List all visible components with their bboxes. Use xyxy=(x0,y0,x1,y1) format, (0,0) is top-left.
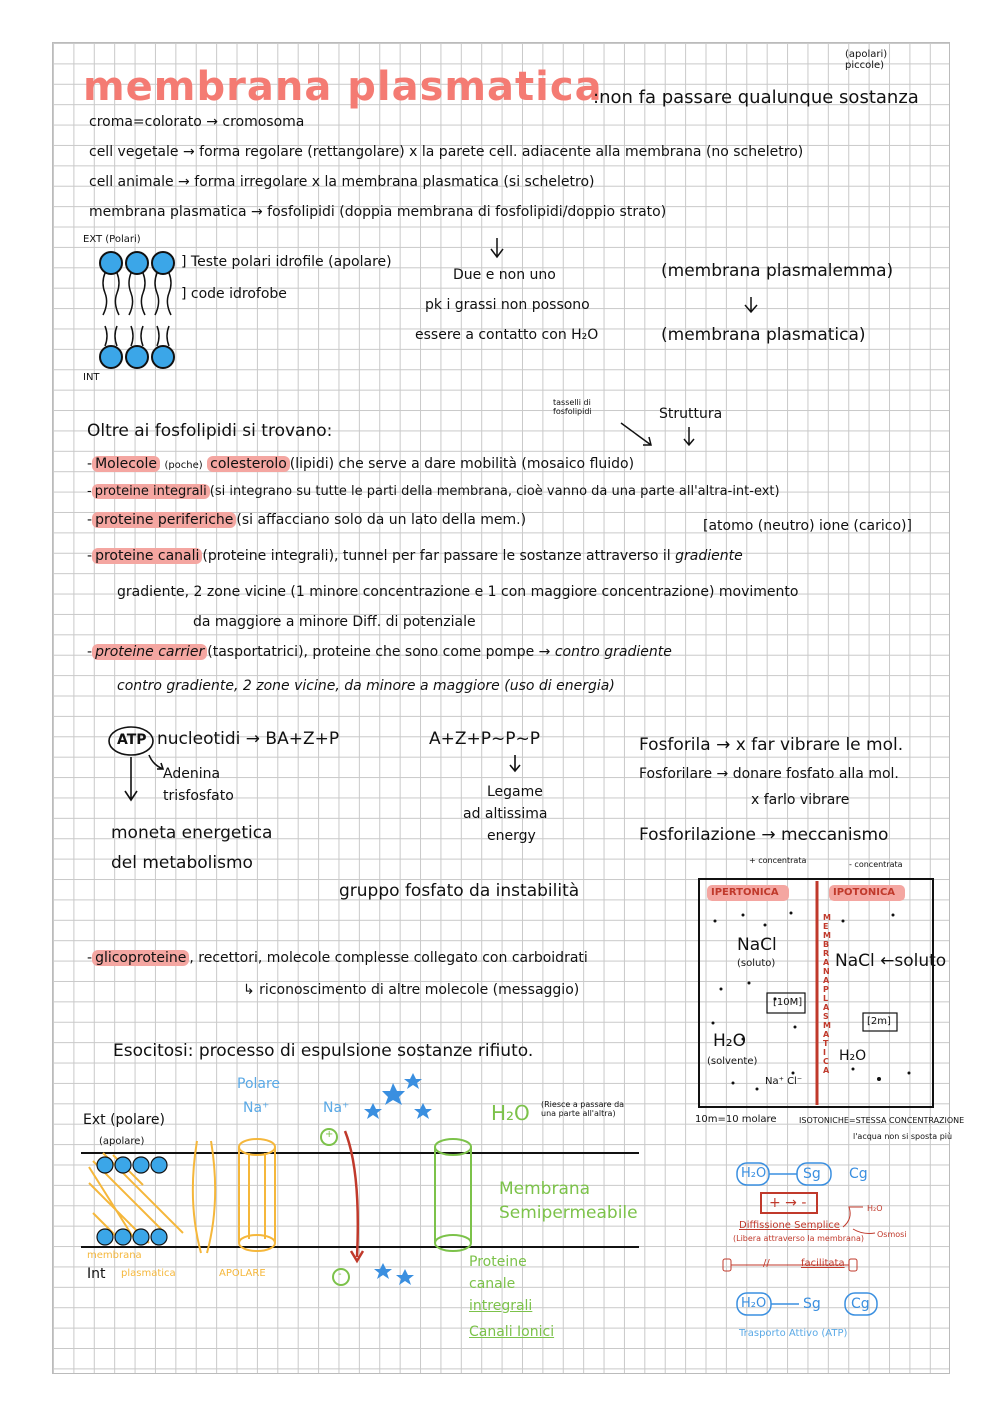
energy-label: energy xyxy=(487,828,536,844)
gradiente-def: gradiente, 2 zone vicine (1 minore concentrazione e 1 con maggiore concentrazione) movimento xyxy=(117,584,799,600)
semipermeabile-a: Membrana xyxy=(499,1179,591,1199)
item-carrier: - proteine carrier (tasportatrici), proteine che sono come pompe → contro gradiente xyxy=(87,644,672,660)
gradient-box: + → - xyxy=(769,1195,807,1211)
canale-b: canale xyxy=(469,1276,516,1292)
glico-desc: , recettori, molecole complesse collegato con carboidrati xyxy=(189,950,588,966)
legame-label: Legame xyxy=(487,784,543,800)
notebook-page xyxy=(52,42,965,1374)
line-croma: croma=colorato → cromosoma xyxy=(89,114,305,130)
colesterolo-desc: (lipidi) che serve a dare mobilità (mosaico fluido) xyxy=(289,456,635,472)
na-right: Na⁺ xyxy=(323,1100,350,1116)
atp-formula: A+Z+P~P~P xyxy=(429,729,541,749)
plasmatica-label: (membrana plasmatica) xyxy=(661,325,866,345)
transport-h2o-top: H₂O xyxy=(741,1166,767,1181)
diffusione-note: (Libera attraverso la membrana) xyxy=(733,1234,864,1243)
atomo-note: [atomo (neutro) ione (carico)] xyxy=(703,518,912,534)
solvente-label: (solvente) xyxy=(707,1056,758,1067)
diagram-ext-label: Ext (polare) xyxy=(83,1112,165,1128)
metabolismo-label: del metabolismo xyxy=(111,853,253,873)
transport-cg-bottom: Cg xyxy=(851,1296,870,1312)
h2o-note: (Riesce a passare da una parte all'altra) xyxy=(541,1100,625,1118)
canale-d: Canali Ionici xyxy=(469,1324,555,1340)
colesterolo-highlight: colesterolo xyxy=(207,456,290,472)
twom-label: [2m] xyxy=(867,1016,891,1027)
item-molecole: - Molecole (poche) colesterolo (lipidi) che serve a dare mobilità (mosaico fluido) xyxy=(87,456,635,472)
h2o-green: H₂O xyxy=(491,1101,530,1125)
line-animale: cell animale → forma irregolare x la membrana plasmatica (si scheletro) xyxy=(89,174,595,190)
line-membrana: membrana plasmatica → fosfolipidi (doppia membrana di fosfolipidi/doppio strato) xyxy=(89,204,667,220)
nacl-left: NaCl xyxy=(737,935,777,955)
heads-label: ] Teste polari idrofile (apolare) xyxy=(181,254,392,270)
h2o-right: H₂O xyxy=(839,1048,867,1064)
item-integrali: - proteine integrali (si integrano su tutte le parti della membrana, cioè vanno da una parte all'altra-int-ext) xyxy=(87,484,780,499)
plasmalemma-label: (membrana plasmalemma) xyxy=(661,261,894,281)
soluto-label: (soluto) xyxy=(737,958,776,969)
title-tail: :non fa passare qualunque sostanza xyxy=(593,87,919,108)
ipotonica-label: IPOTONICA xyxy=(833,887,896,898)
nacl-ions: Na⁺ Cl⁻ xyxy=(765,1076,803,1087)
due-note-b: pk i grassi non possono xyxy=(425,297,590,313)
glico-riconoscimento: ↳ riconoscimento di altre molecole (messaggio) xyxy=(243,982,580,998)
gradiente-word: gradiente xyxy=(675,548,743,564)
tails-label: ] code idrofobe xyxy=(181,286,287,302)
facilitata-label: facilitata xyxy=(801,1258,845,1269)
ext-polari-label: EXT (Polari) xyxy=(83,234,141,245)
canale-a: Proteine xyxy=(469,1254,527,1270)
molecole-highlight: Molecole xyxy=(92,456,160,472)
integrali-highlight: proteine integrali xyxy=(92,484,210,499)
item-canali: - proteine canali (proteine integrali), tunnel per far passare le sostanze attraverso il gradiente xyxy=(87,548,743,564)
periferiche-desc: (si affacciano solo da un lato della mem.) xyxy=(236,512,527,528)
osmosi-label: Osmosi xyxy=(877,1230,907,1239)
canali-desc: (proteine integrali), tunnel per far passare le sostanze attraverso il xyxy=(202,548,671,564)
integrali-desc: (si integrano su tutte le parti della membrana, cioè vanno da una parte all'altra-int-ext) xyxy=(209,484,780,499)
ipertonica-label: IPERTONICA xyxy=(711,887,779,898)
page-title: membrana plasmatica xyxy=(83,64,603,110)
gradiente-dir: da maggiore a minore Diff. di potenziale xyxy=(193,614,476,630)
transport-cg-top: Cg xyxy=(849,1166,868,1182)
membrana-vertical-label: MEMBRANA PLASMATICA xyxy=(823,913,831,1075)
transport-sg-top: Sg xyxy=(803,1166,821,1182)
list-intro: Oltre ai fosfolipidi si trovano: xyxy=(87,421,333,441)
apolare-orange: APOLARE xyxy=(219,1268,266,1279)
gruppo-fosfato: gruppo fosfato da instabilità xyxy=(339,881,580,901)
fosforila-d: Fosforilazione → meccanismo xyxy=(639,825,889,845)
isotoniche-note: ISOTONICHE=STESSA CONCENTRAZIONE xyxy=(799,1116,965,1125)
plus-sign: + xyxy=(325,1129,334,1140)
membrana-orange: membrana xyxy=(87,1250,142,1261)
transport-h2o-bottom: H₂O xyxy=(741,1296,767,1311)
canali-highlight: proteine canali xyxy=(92,548,202,564)
transport-h2o-small: H₂O xyxy=(867,1204,883,1213)
due-note-a: Due e non uno xyxy=(453,267,556,283)
top-note: (apolari) piccole) xyxy=(845,49,888,71)
atp-circle-label: ATP xyxy=(117,732,147,748)
nacl-right: NaCl ←soluto xyxy=(835,951,947,971)
fosforila-b: Fosforilare → donare fosfato alla mol. xyxy=(639,766,899,782)
fosforila-c: x farlo vibrare xyxy=(751,792,850,808)
esocitosi-line: Esocitosi: processo di espulsione sostanze rifiuto. xyxy=(113,1041,534,1061)
fosforila-a: Fosforila → x far vibrare le mol. xyxy=(639,735,904,755)
diagram-apolare-label: (apolare) xyxy=(99,1136,145,1147)
contro-gradiente-def: contro gradiente, 2 zone vicine, da minore a maggiore (uso di energia) xyxy=(117,678,615,694)
poche-text: (poche) xyxy=(164,460,203,471)
carrier-highlight: proteine carrier xyxy=(92,644,207,660)
plasmatica-orange: plasmatica xyxy=(121,1268,176,1279)
altissima-label: ad altissima xyxy=(463,806,548,822)
item-glicoproteine: - glicoproteine , recettori, molecole complesse collegato con carboidrati xyxy=(87,950,588,966)
transport-sg-bottom: Sg xyxy=(803,1296,821,1312)
atp-nucleotidi: nucleotidi → BA+Z+P xyxy=(157,729,340,749)
diffusione-semplice: Diffissione Semplice xyxy=(739,1220,840,1231)
glico-highlight: glicoproteine xyxy=(92,950,189,966)
tasselli-note: tasselli di fosfolipidi xyxy=(553,398,592,416)
due-note-c: essere a contatto con H₂O xyxy=(415,327,599,343)
tonica-plus: + concentrata xyxy=(749,856,807,865)
int-label: INT xyxy=(83,372,100,383)
moneta-label: moneta energetica xyxy=(111,823,273,843)
minus-sign: - xyxy=(338,1269,342,1280)
h2o-left: H₂O xyxy=(713,1031,746,1051)
struttura-label: Struttura xyxy=(659,406,723,422)
tenm-label: [10M] xyxy=(773,997,803,1008)
semipermeabile-b: Semipermeabile xyxy=(499,1203,638,1223)
na-left: Na⁺ xyxy=(243,1100,270,1116)
diagram-int-label: Int xyxy=(87,1266,106,1282)
tonica-footnote: 10m=10 molare xyxy=(695,1114,777,1125)
carrier-desc: (tasportatrici), proteine che sono come pompe → xyxy=(207,644,551,660)
contro-gradiente-word: contro gradiente xyxy=(554,644,672,660)
line-vegetale: cell vegetale → forma regolare (rettangolare) x la parete cell. adiacente alla membrana (no scheletro) xyxy=(89,144,804,160)
periferiche-highlight: proteine periferiche xyxy=(92,512,236,528)
tonica-minus: - concentrata xyxy=(849,860,903,869)
item-periferiche: - proteine periferiche (si affacciano solo da un lato della mem.) xyxy=(87,512,527,528)
acqua-note: l'acqua non si sposta più xyxy=(853,1132,953,1141)
canale-c: intregrali xyxy=(469,1298,533,1314)
facilitata-slash: // xyxy=(763,1258,770,1269)
trasporto-attivo: Trasporto Attivo (ATP) xyxy=(739,1328,848,1339)
trisfosfato-label: trisfosfato xyxy=(163,788,234,804)
adenina-label: Adenina xyxy=(163,766,221,782)
polare-label: Polare xyxy=(237,1076,281,1092)
